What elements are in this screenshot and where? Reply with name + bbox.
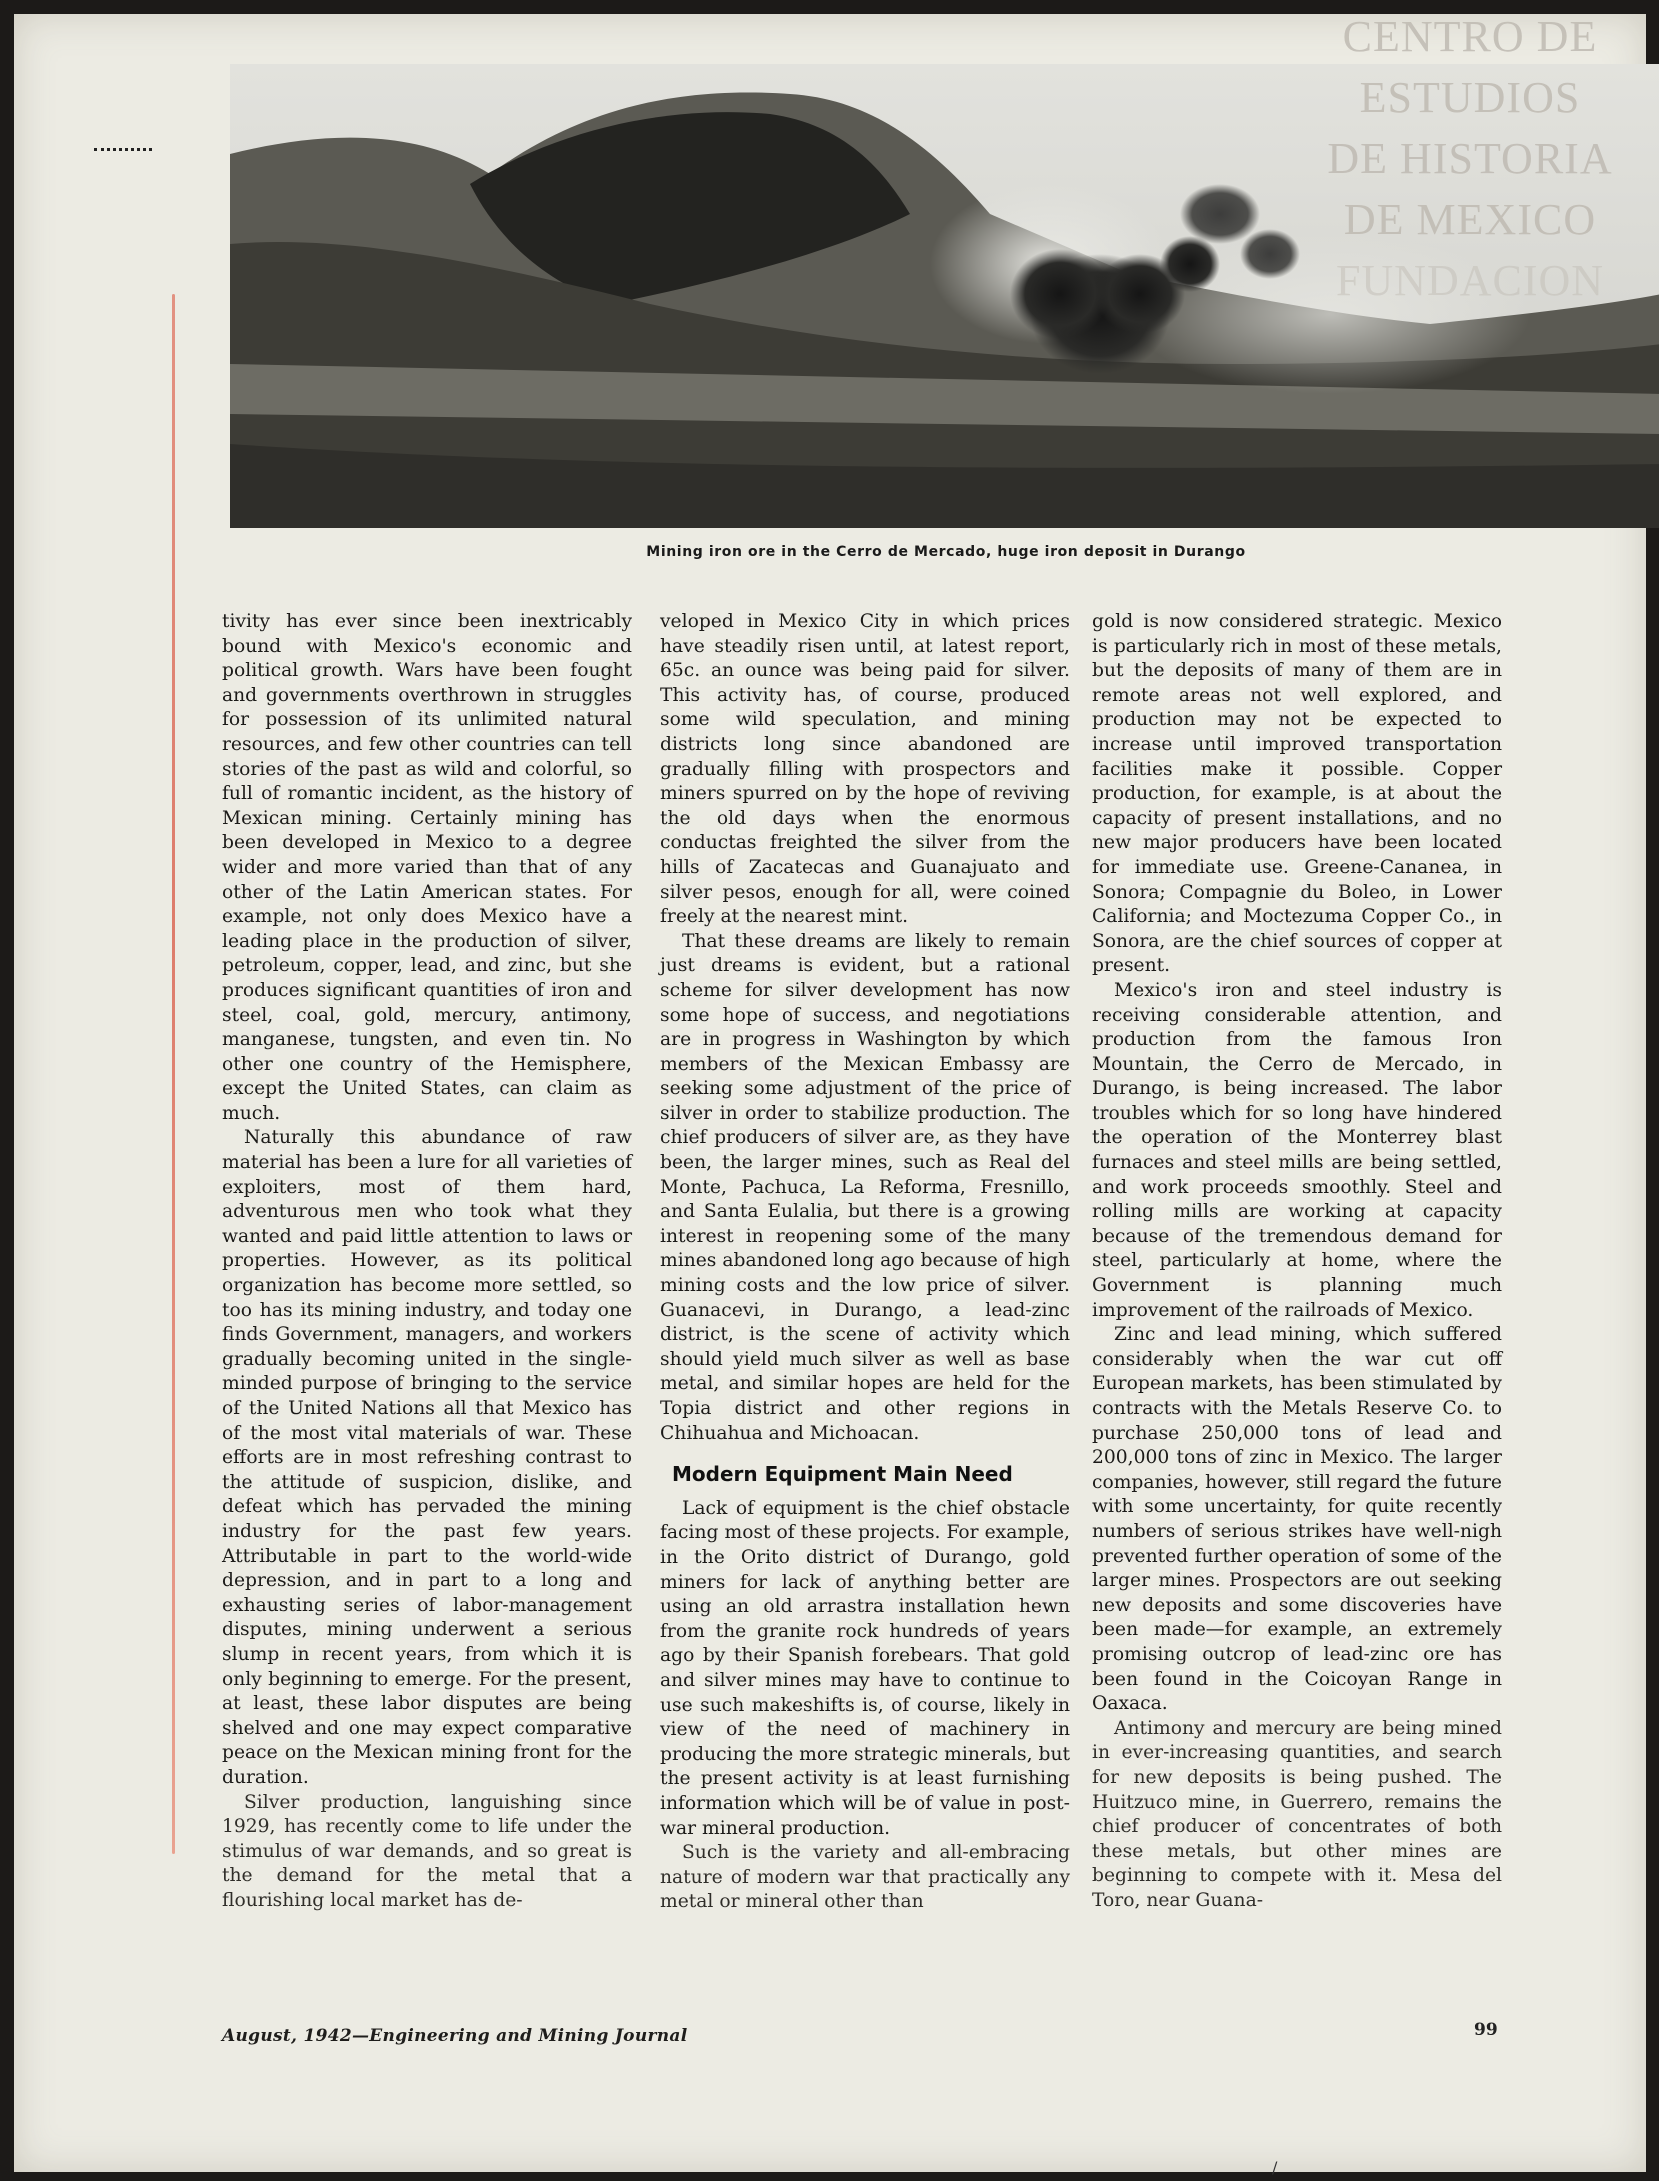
page-number: 99: [1474, 2020, 1498, 2040]
article-column-2: [660, 610, 1070, 1915]
archive-watermark: [1300, 6, 1640, 311]
stray-mark: /: [1272, 2158, 1278, 2177]
article-column-3: [1092, 610, 1502, 1913]
paragraph: veloped in Mexico City in which prices have steadily risen until, at latest report, 65c. an ounce was being paid for silver. This activity has, of course, produced some wild speculation, and mining districts long since abandoned are gradually filling with prospectors and miners spurred on by the hope of reviving the old days when the enormous conductas freighted the silver from the hills of Zacatecas and Guanajuato and silver pesos, enough for all, were coined freely at the nearest mint.: [660, 611, 1070, 928]
paragraph: Mexico's iron and steel industry is receiving considerable attention, and production from the famous Iron Mountain, the Cerro de Mercado, in Durango, is being increased. The labor troubles which for so long have hindered the operation of the Monterrey blast furnaces and steel mills are being settled, and work proceeds smoothly. Steel and rolling mills are working at capacity because of the tremendous demand for steel, particularly at home, where the Government is planning much improvement of the railroads of Mexico.: [1092, 979, 1502, 1321]
paragraph: gold is now considered strategic. Mexico is particularly rich in most of these metals, but the deposits of many of them are in remote areas not well explored, and production may not be expected to increase until improved transportation facilities make it possible. Copper production, for example, is at about the capacity of present installations, and no new major producers have been located for immediate use. Greene-Cananea, in Sonora; Compagnie du Boleo, in Lower California; and Moctezuma Copper Co., in Sonora, are the chief sources of copper at present.: [1092, 611, 1502, 977]
paragraph: Such is the variety and all-embracing nature of modern war that practically any metal or mineral other than: [660, 1842, 1070, 1913]
photo-caption: Mining iron ore in the Cerro de Mercado, huge iron deposit in Durango: [646, 544, 1246, 560]
paragraph: Antimony and mercury are being mined in ever-increasing quantities, and search for new deposits is being pushed. The Huitzuco mine, in Guerrero, remains the chief producer of concentrates of both these metals, but other mines are beginning to compete with it. Mesa del Toro, near Guana-: [1092, 1717, 1502, 1911]
watermark-line: CENTRO DE: [1342, 12, 1598, 61]
journal-footer: August, 1942—Engineering and Mining Journal: [222, 2026, 688, 2046]
pencil-mark: [94, 148, 152, 155]
article-column-1: [222, 610, 632, 1913]
paragraph: tivity has ever since been inextricably bound with Mexico's economic and political growth. Wars have been fought and governments overthrown in struggles for possession of its unlimited natural resources, and few other countries can tell stories of the past as wild and colorful, so full of romantic incident, as the history of Mexican mining. Certainly mining has been developed in Mexico to a degree wider and more varied than that of any other of the Latin American states. For example, not only does Mexico have a leading place in the production of silver, petroleum, copper, lead, and zinc, but she produces significant quantities of iron and steel, coal, gold, mercury, antimony, manganese, tungsten, and even tin. No other one country of the Hemisphere, except the United States, can claim as much.: [222, 611, 632, 1124]
watermark-line: ESTUDIOS: [1359, 73, 1581, 122]
section-heading: Modern Equipment Main Need: [672, 1462, 1013, 1487]
watermark-line: DE HISTORIA: [1327, 134, 1613, 183]
watermark-line: FUNDACION: [1335, 256, 1605, 305]
paragraph: Zinc and lead mining, which suffered considerably when the war cut off European markets, has been stimulated by contracts with the Metals Reserve Co. to purchase 250,000 tons of lead and 200,000 tons of zinc in Mexico. The larger companies, however, still regard the future with some uncertainty, for quite recently numbers of serious strikes have well-nigh prevented further operation of some of the larger mines. Prospectors are out seeking new deposits and some discoveries have been made—for example, an extremely promising outcrop of lead-zinc ore has been found in the Coicoyan Range in Oaxaca.: [1092, 1324, 1502, 1715]
paragraph: Lack of equipment is the chief obstacle facing most of these projects. For example, in the Orito district of Durango, gold miners for lack of anything better are using an old arrastra installation hewn from the granite rock hundreds of years ago by their Spanish forebears. That gold and silver mines may have to continue to use such makeshifts is, of course, likely in view of the need of machinery in producing the more strategic minerals, but the present activity is at least furnishing information which will be of value in post-war mineral production.: [660, 1497, 1070, 1839]
paragraph: That these dreams are likely to remain just dreams is evident, but a rational scheme for silver development has now some hope of success, and negotiations are in progress in Washington by which members of the Mexican Embassy are seeking some adjustment of the price of silver in order to stabilize production. The chief producers of silver are, as they have been, the larger mines, such as Real del Monte, Pachuca, La Reforma, Fresnillo, and Santa Eulalia, but there is a growing interest in reopening some of the many mines abandoned long ago because of high mining costs and the low price of silver. Guanacevi, in Durango, a lead-zinc district, is the scene of activity which should yield much silver as well as base metal, and similar hopes are held for the Topia district and other regions in Chihuahua and Michoacan.: [660, 930, 1070, 1444]
paragraph: Naturally this abundance of raw material has been a lure for all varieties of exploiters, most of them hard, adventurous men who took what they wanted and paid little attention to laws or properties. However, as its political organization has become more settled, so too has its mining industry, and today one finds Government, managers, and workers gradually becoming united in the single-minded purpose of bringing to the service of the United Nations all that Mexico has of the most vital materials of war. These efforts are in most refreshing contrast to the attitude of suspicion, dislike, and defeat which has pervaded the mining industry for the past few years. Attributable in part to the world-wide depression, and in part to a long and exhausting series of labor-management disputes, mining underwent a serious slump in recent years, from which it is only beginning to emerge. For the present, at least, these labor disputes are being shelved and one may expect comparative peace on the Mexican mining front for the duration.: [222, 1127, 632, 1788]
paragraph: Silver production, languishing since 1929, has recently come to life under the stimulus of war demands, and so great is the demand for the metal that a flourishing local market has de-: [222, 1791, 632, 1911]
watermark-line: DE MEXICO: [1343, 195, 1597, 244]
red-margin-line: [172, 294, 175, 1854]
